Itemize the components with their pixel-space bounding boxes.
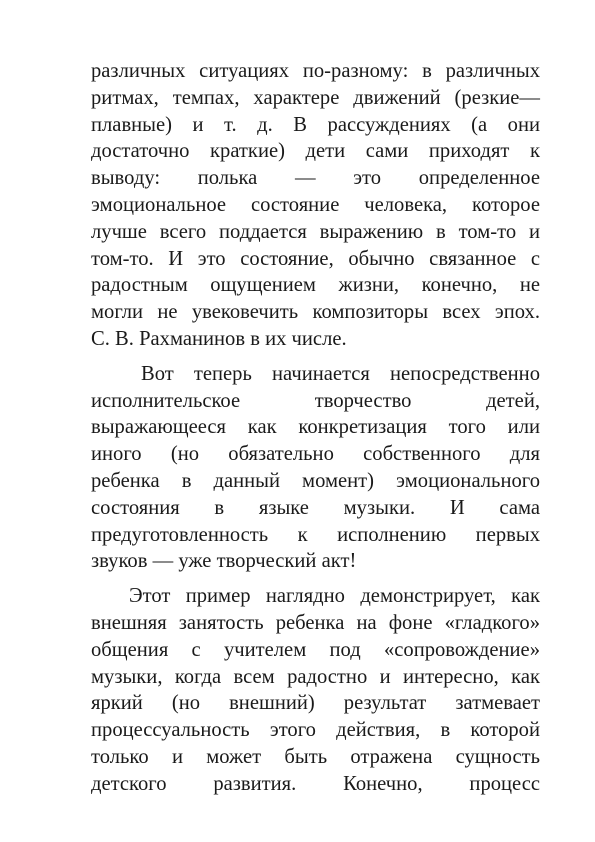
text-line: различных ситуациях по-разному: в различных — [91, 60, 540, 82]
text-line: ритмах, темпах, характере движений (резкие— — [91, 86, 540, 109]
paragraph-1 — [91, 58, 540, 353]
text-line: яркий (но внешний) результат затмевает — [91, 692, 540, 715]
text-line: ребенка в данный момент) эмоционального — [91, 469, 540, 492]
text-line: иного (но обязательно собственного для — [91, 443, 540, 466]
text-line: звуков — уже творческий акт! — [91, 550, 357, 573]
text-line: С. В. Рахманинов в их числе. — [91, 327, 347, 350]
text-line: Этот пример наглядно демонстрирует, как — [129, 585, 540, 608]
text-line: выводу: полька — это определенное — [91, 167, 540, 190]
text-line: исполнительское творчество детей, — [91, 389, 540, 412]
text-line: общения с учителем под «сопровождение» — [91, 638, 540, 661]
text-line: детского развития. Конечно, процесс — [91, 772, 540, 795]
text-line: процессуальность этого действия, в которой — [91, 719, 540, 742]
text-line: внешняя занятость ребенка на фоне «гладкого» — [91, 611, 540, 634]
text-line: состояния в языке музыки. И сама — [91, 496, 540, 519]
text-line: могли не увековечить композиторы всех эпох. — [91, 301, 540, 324]
text-line: достаточно краткие) дети сами приходят к — [91, 140, 540, 163]
text-line: плавные) и т. д. В рассуждениях (а они — [91, 113, 540, 136]
text-line: музыки, когда всем радостно и интересно, как — [91, 665, 540, 688]
text-line: предуготовленность к исполнению первых — [91, 523, 540, 546]
text-body — [91, 58, 540, 798]
text-line: Вот теперь начинается непосредственно — [141, 362, 540, 385]
text-line: выражающееся как конкретизация того или — [91, 416, 540, 439]
paragraph-2 — [91, 361, 540, 575]
text-line: эмоциональное состояние человека, которое — [91, 193, 540, 216]
paragraph-3 — [91, 583, 540, 797]
text-line: радостным ощущением жизни, конечно, не — [91, 274, 540, 297]
text-line: только и может быть отражена сущность — [91, 745, 540, 768]
text-line: лучше всего поддается выражению в том-то и — [91, 220, 540, 243]
text-line: том-то. И это состояние, обычно связанное с — [91, 247, 540, 270]
